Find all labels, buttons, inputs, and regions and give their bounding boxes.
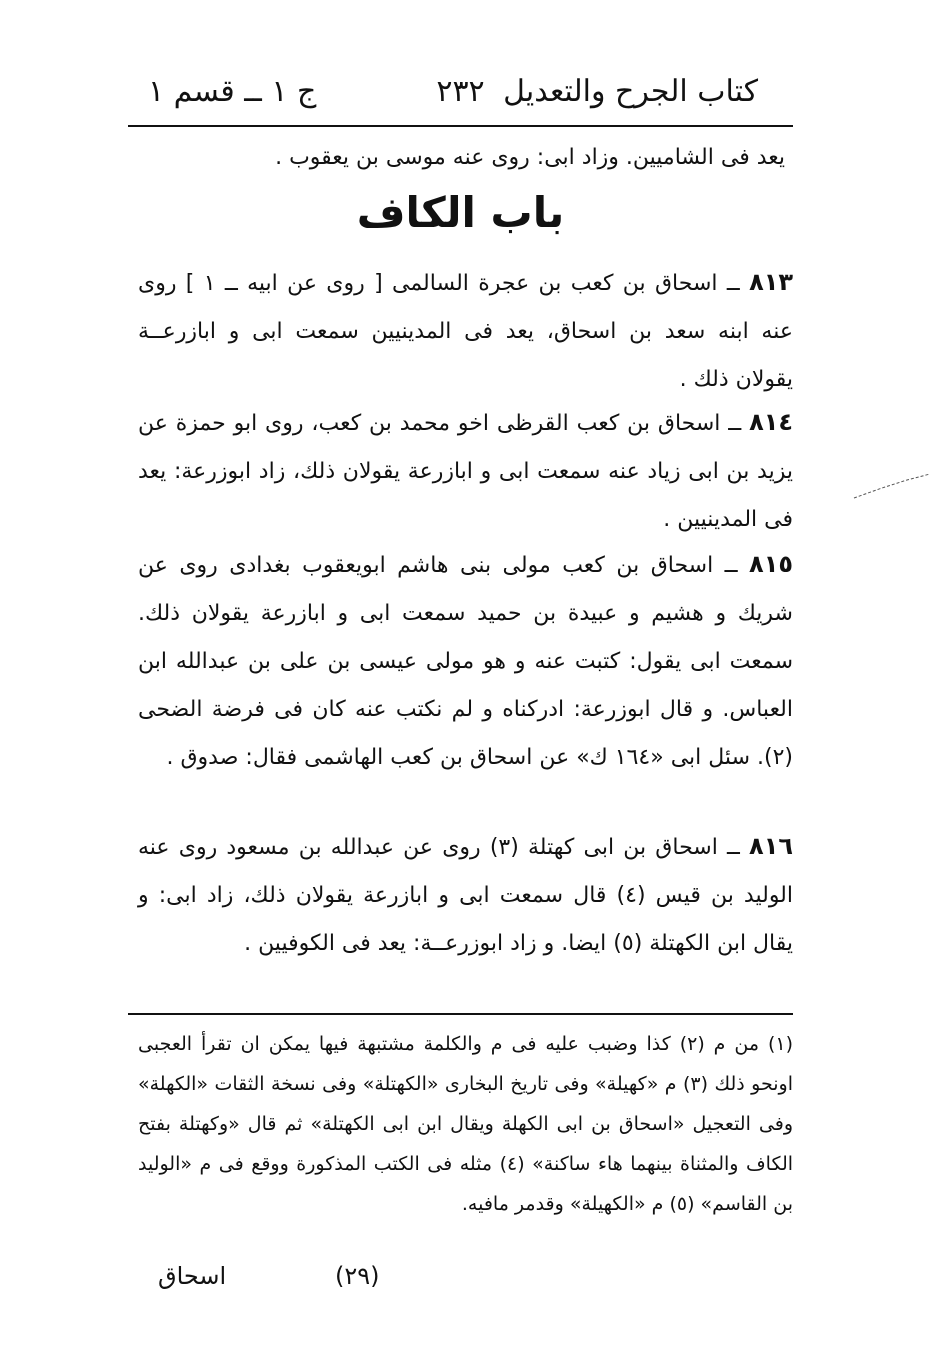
entry-number: ٨١٣	[749, 268, 794, 296]
entry-816	[138, 822, 793, 968]
footnote-rule	[128, 1013, 793, 1015]
book-title: كتاب الجرح والتعديل	[503, 74, 758, 109]
entry-text: ــ اسحاق بن كعب القرظى اخو محمد بن كعب، روى ابو حمزة عن يزيد بن ابى زياد عنه سمعت ابى و ابازرعة يقولان ذلك، زاد ابوزرعة: يعد فى المدينيين .	[138, 411, 793, 532]
page-header	[128, 70, 793, 118]
entry-text: ــ اسحاق بن ابى كهتلة (٣) روى عن عبدالله بن مسعود روى عنه الوليد بن قيس (٤) قال سمعت ابى و ابازرعة يقولان ذلك، زاد ابى: و يقال ابن الكهتلة (٥) ايضا. و زاد ابوزرعــة: يعد فى الكوفيين .	[138, 835, 793, 956]
footnotes: (١) من م (٢) كذا وضبب عليه فى م والكلمة مشتبهة فيها يمكن ان تقرأ العجبى اونحو ذلك (٣) م «كهيلة» وفى تاريخ البخارى «الكهتلة» وفى نسخة الثقات «الكهلة» وفى التعجيل «اسحاق بن ابى الكهلة ويقال ابن ابى الكهتلة» ثم قال «وكهتلة بفتح الكاف والمثناة بينهما هاء ساكنة» (٤) مثله فى الكتب المذكورة ووقع فى م «الوليد بن القاسم» (٥) م «الكهيلة» وقدمر مافيه.	[138, 1033, 794, 1215]
section-title: باب الكاف	[356, 188, 565, 237]
page-number: ٢٣٢	[436, 74, 485, 109]
entry-number: ٨١٥	[749, 550, 793, 578]
entry-number: ٨١٤	[749, 408, 794, 436]
catchword: اسحاق	[158, 1262, 227, 1290]
stray-pen-mark	[852, 472, 932, 500]
entry-813	[138, 258, 793, 404]
entry-text: ــ اسحاق بن كعب بن عجرة السالمى [ روى عن ابيه ــ ١ ] روى عنه ابنه سعد بن اسحاق، يعد فى المدينيين سمعت ابى و ابازرعــة يقولان ذلك .	[138, 271, 793, 392]
entry-text: ــ اسحاق بن كعب مولى بنى هاشم ابويعقوب بغدادى روى عن شريك و هشيم و عبيدة بن حميد سمعت ابى و ابازرعة يقولان ذلك. سمعت ابى يقول: كتبت عنه و هو مولى عيسى بن على بن عبدالله ابن العباس. و قال ابوزرعة: ادركناه و لم نكتب عنه كان فى فرضة الضحى (٢). سئل ابى «١٦٤ ك» عن اسحاق بن كعب الهاشمى فقال: صدوق .	[138, 553, 793, 770]
signature-mark: (٢٩)	[335, 1262, 380, 1290]
intro-line: يعد فى الشاميين. وزاد ابى: روى عنه موسى بن يعقوب .	[275, 145, 785, 170]
volume-label: ج ١ ــ قسم ١	[148, 74, 317, 109]
entry-number: ٨١٦	[749, 832, 793, 860]
header-rule	[128, 125, 793, 127]
entry-815	[138, 540, 793, 782]
entry-814	[138, 398, 793, 544]
